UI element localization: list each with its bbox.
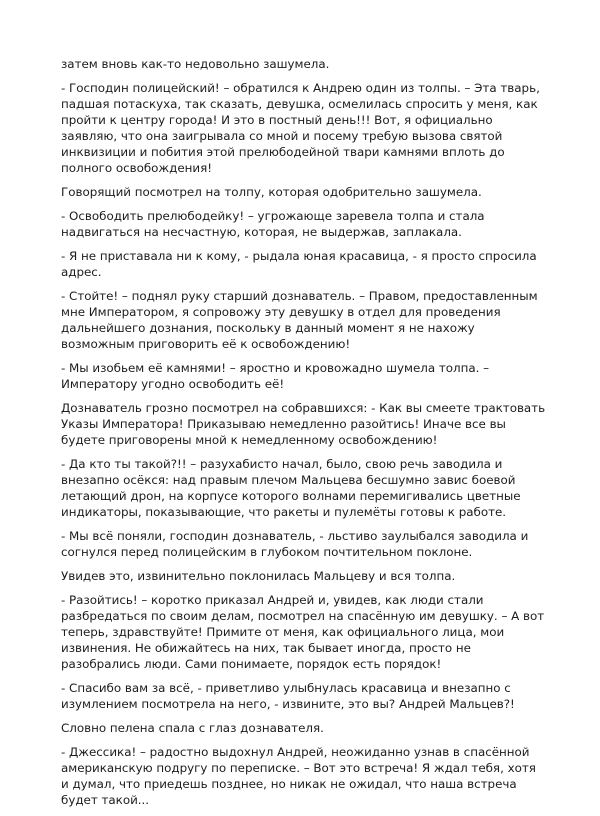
paragraph-4: - Освободить прелюбодейку! – угрожающе заревела толпа и стала надвигаться на несчастную, которая, не выдержав, заплакала. — [61, 209, 485, 239]
paragraph-7: - Мы изобьем её камнями! – яростно и кровожадно шумела толпа. – Императору угодно освободить её! — [61, 361, 490, 391]
paragraph-5: - Я не приставала ни к кому, - рыдала юная красавица, - я просто спросила адрес. — [61, 249, 537, 279]
paragraph-3: Говорящий посмотрел на толпу, которая одобрительно зашумела. — [61, 185, 482, 199]
paragraph-1: затем вновь как-то недовольно зашумела. — [61, 57, 330, 71]
paragraph-13: - Спасибо вам за всё, - приветливо улыбнулась красавица и внезапно с изумлением посмотрела на него, - извините, это вы? Андрей Мальцев?! — [61, 681, 515, 711]
paragraph-9: - Да кто ты такой?!! – разухабисто начал, было, свою речь заводила и внезапно осёкся: над правым плечом Мальцева бесшумно завис боевой летающий дрон, на корпусе которого волнами перемигивались цветные индикаторы, показывающие, что ракеты и пулемёты готовы к работе. — [61, 457, 521, 519]
paragraph-2: - Господин полицейский! – обратился к Андрею один из толпы. – Эта тварь, падшая потаскуха, так сказать, девушка, осмелилась спросить у меня, как пройти к центру города! И это в постный день!!! Вот, я официально заявляю, что она заигрывала со мной и посему требую вызова святой инквизиции и побития этой прелюбодейной твари камнями вплоть до полного освобождения! — [61, 81, 540, 175]
paragraph-15: - Джессика! – радостно выдохнул Андрей, неожиданно узнав в спасённой американскую подругу по переписке. – Вот это встреча! Я ждал тебя, хотя и думал, что приедешь позднее, но никак не ожидал, что наша встреча будет такой... — [61, 745, 536, 807]
paragraph-10: - Мы всё поняли, господин дознаватель, - льстиво заулыбался заводила и согнулся перед полицейским в глубоком почтительном поклоне. — [61, 529, 529, 559]
paragraph-14: Словно пелена спала с глаз дознавателя. — [61, 721, 324, 735]
paragraph-8: Дознаватель грозно посмотрел на собравшихся: - Как вы смеете трактовать Указы Императора! Приказываю немедленно разойтись! Иначе все вы будете приговорены мной к немедленному освобождению! — [61, 401, 546, 447]
paragraph-6: - Стойте! – поднял руку старший дознаватель. – Правом, предоставленным мне Императором, я сопровожу эту девушку в отдел для проведения дальнейшего дознания, поскольку в данный момент я не нахожу возможным приговорить её к освобождению! — [61, 289, 538, 351]
document-page — [61, 56, 547, 816]
paragraph-12: - Разойтись! – коротко приказал Андрей и, увидев, как люди стали разбредаться по своим делам, посмотрел на спасённую им девушку. – А вот теперь, здравствуйте! Примите от меня, как официального лица, мои извинения. Не обижайтесь на них, так бывает иногда, просто не разобрались люди. Сами понимаете, порядок есть порядок! — [61, 593, 545, 671]
paragraph-11: Увидев это, извинительно поклонилась Мальцеву и вся толпа. — [61, 569, 456, 583]
